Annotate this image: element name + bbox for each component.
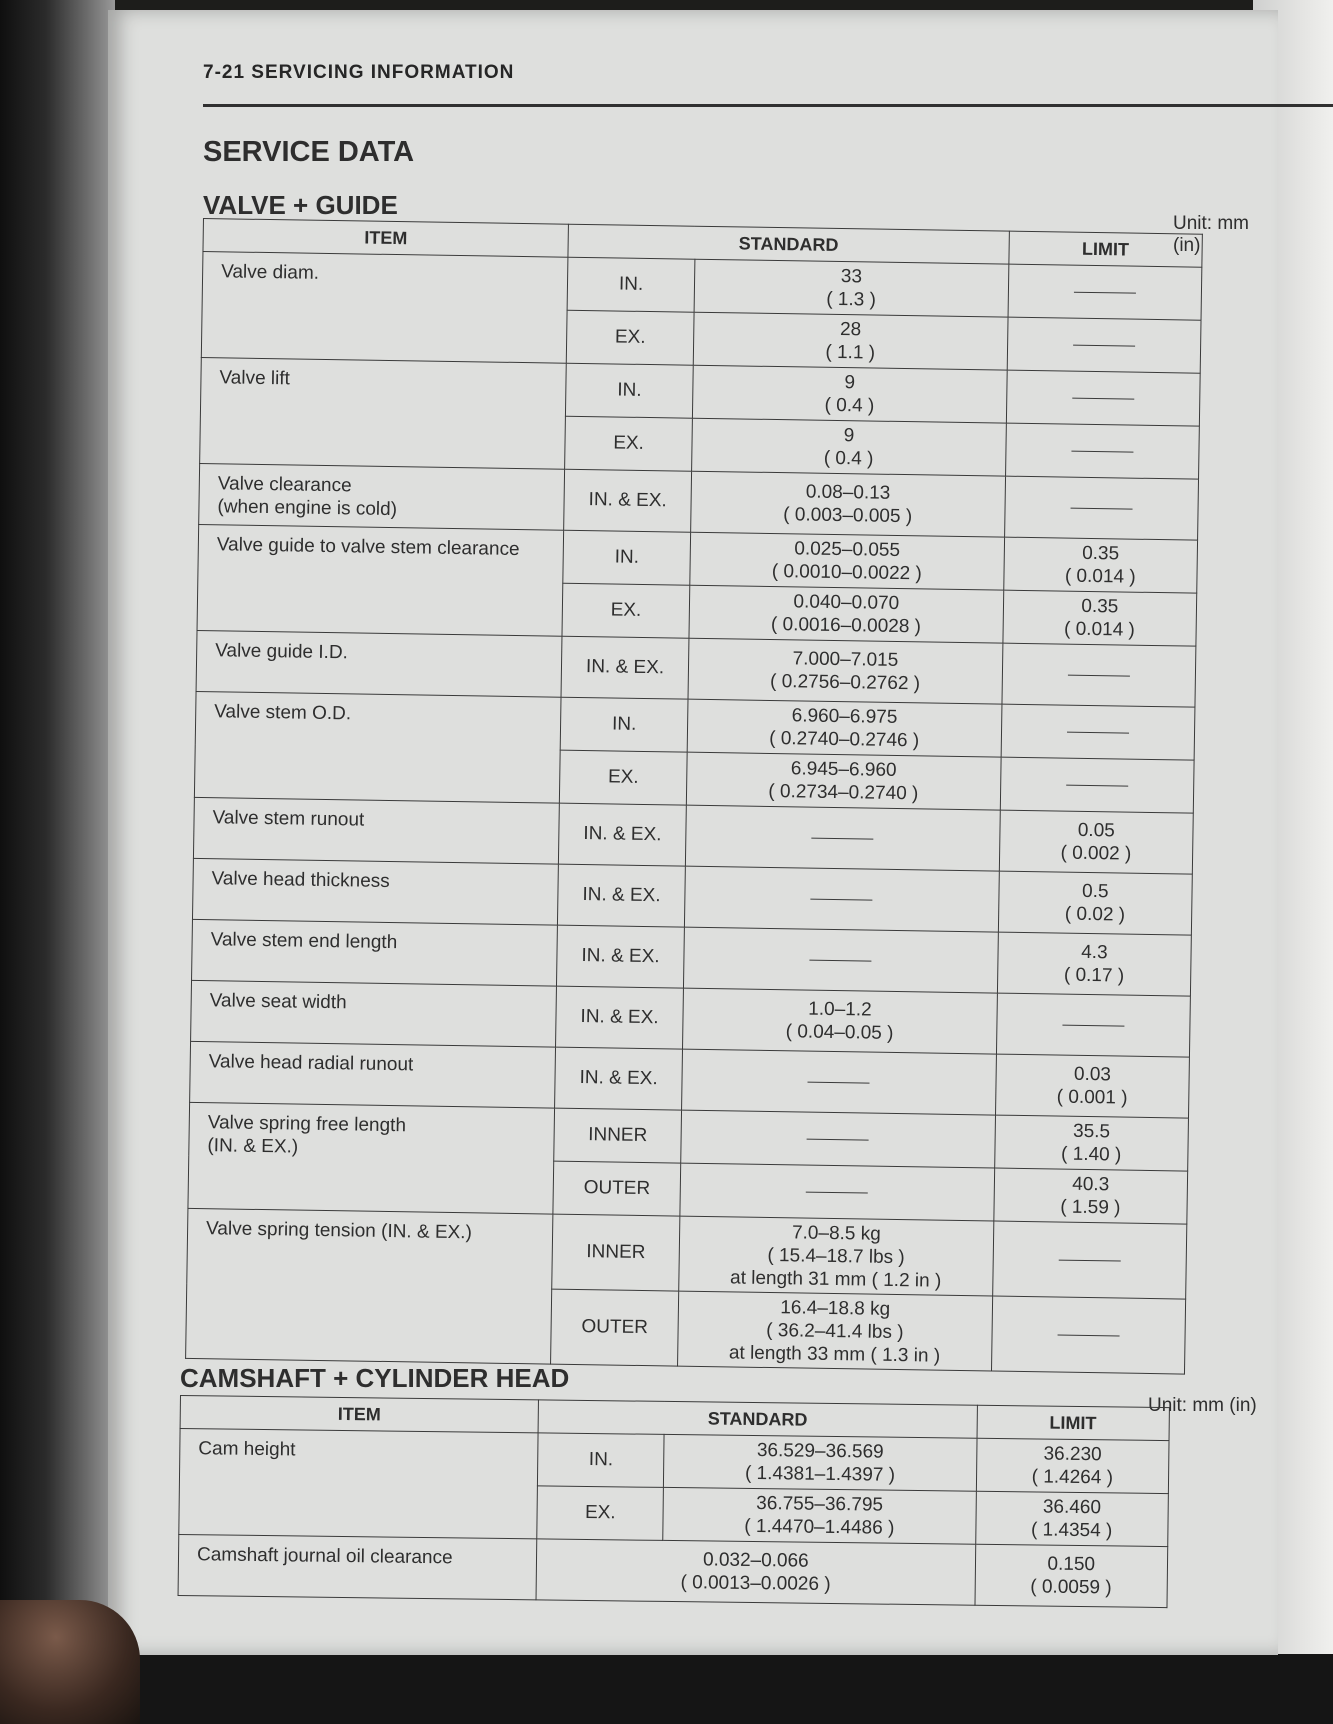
col-header-standard: STANDARD (568, 224, 1009, 264)
dash-mark (1068, 675, 1130, 677)
bottom-shadow (0, 1654, 1333, 1724)
sub-cell: IN. & EX. (564, 469, 692, 532)
standard-cell: 7.000–7.015 ( 0.2756–0.2762 ) (688, 638, 1003, 704)
standard-cell (683, 927, 998, 993)
standard-cell: 0.08–0.13 ( 0.003–0.005 ) (691, 471, 1006, 537)
page-header (203, 62, 1333, 112)
item-cell: Valve spring free length (IN. & EX.) (188, 1102, 555, 1214)
dash-mark (808, 1082, 870, 1084)
dash-mark (1070, 508, 1132, 510)
standard-cell (680, 1163, 994, 1221)
limit-cell (1000, 757, 1194, 813)
valve-guide-table (185, 218, 1203, 1375)
item-cell: Valve head thickness (192, 858, 558, 925)
item-cell: Camshaft journal oil clearance (178, 1534, 537, 1599)
item-cell: Valve stem O.D. (194, 691, 561, 803)
dash-mark (1057, 1335, 1119, 1337)
sub-cell: EX. (566, 310, 694, 365)
manual-page (108, 10, 1278, 1655)
section-title-valve-guide: VALVE + GUIDE (203, 190, 398, 220)
standard-cell: 7.0–8.5 kg ( 15.4–18.7 lbs ) at length 31 mm ( 1.2 in ) (679, 1216, 994, 1296)
item-cell: Valve guide to valve stem clearance (197, 524, 564, 636)
header-rule (203, 104, 1333, 107)
dash-mark (807, 1139, 869, 1141)
dash-mark (1066, 785, 1128, 787)
limit-cell: 4.3 ( 0.17 ) (997, 932, 1191, 996)
camshaft-table (178, 1395, 1170, 1608)
book-spine (0, 0, 115, 1724)
standard-cell: 28 ( 1.1 ) (693, 312, 1007, 370)
page-title: SERVICE DATA (203, 136, 415, 168)
sub-cell: IN. & EX. (561, 636, 689, 699)
standard-cell (682, 1049, 997, 1115)
sub-cell: EX. (560, 750, 688, 805)
sub-cell: IN. & EX. (556, 986, 684, 1049)
standard-cell (684, 866, 999, 932)
item-cell: Valve stem end length (192, 919, 558, 986)
dash-mark (812, 838, 874, 840)
standard-cell: 6.960–6.975 ( 0.2740–0.2746 ) (687, 699, 1001, 757)
item-cell: Valve head radial runout (190, 1041, 556, 1108)
sub-cell: IN. (560, 697, 688, 752)
sub-cell: IN. (563, 530, 691, 585)
unit-label-2: Unit: mm (in) (1148, 1395, 1257, 1416)
standard-cell: 16.4–18.8 kg ( 36.2–41.4 lbs ) at length 33 mm ( 1.3 in ) (677, 1291, 992, 1371)
standard-cell: 9 ( 0.4 ) (692, 418, 1006, 476)
standard-cell (681, 1110, 995, 1168)
sub-cell: IN. & EX. (558, 864, 686, 927)
standard-cell: 36.529–36.569 ( 1.4381–1.4397 ) (664, 1434, 977, 1491)
standard-cell: 9 ( 0.4 ) (692, 365, 1006, 423)
standard-cell: 0.040–0.070 ( 0.0016–0.0028 ) (689, 585, 1003, 643)
item-cell: Valve guide I.D. (196, 630, 562, 697)
limit-cell: 0.03 ( 0.001 ) (995, 1054, 1189, 1118)
thumb-in-frame (0, 1600, 140, 1724)
limit-cell (1008, 264, 1202, 320)
standard-cell: 0.025–0.055 ( 0.0010–0.0022 ) (690, 532, 1004, 590)
dash-mark (1074, 292, 1136, 294)
item-cell: Valve lift (200, 357, 567, 469)
sub-cell: IN. & EX. (559, 803, 687, 866)
limit-cell (996, 993, 1190, 1057)
standard-cell: 33 ( 1.3 ) (694, 259, 1008, 317)
col-header-limit: LIMIT (977, 1405, 1170, 1440)
limit-cell: 0.05 ( 0.002 ) (999, 810, 1193, 874)
dash-mark (1073, 345, 1135, 347)
limit-cell: 0.35 ( 0.014 ) (1003, 590, 1197, 646)
limit-cell (1006, 370, 1200, 426)
standard-cell: 1.0–1.2 ( 0.04–0.05 ) (682, 988, 997, 1054)
standard-cell: 0.032–0.066 ( 0.0013–0.0026 ) (536, 1539, 975, 1605)
item-cell: Valve spring tension (IN. & EX.) (186, 1208, 554, 1364)
limit-cell (1001, 704, 1195, 760)
col-header-limit: LIMIT (1009, 231, 1203, 267)
item-cell: Cam height (179, 1429, 538, 1539)
sub-cell: IN. (566, 363, 694, 418)
table-row (178, 1534, 1168, 1607)
dash-mark (806, 1192, 868, 1194)
limit-cell: 36.230 ( 1.4264 ) (976, 1438, 1169, 1493)
table-row (187, 1208, 1187, 1299)
limit-cell (992, 1221, 1187, 1299)
item-cell: Valve stem runout (193, 797, 559, 864)
section-title-camshaft: CAMSHAFT + CYLINDER HEAD (180, 1363, 570, 1393)
col-header-standard: STANDARD (538, 1400, 977, 1438)
dash-mark (1067, 732, 1129, 734)
sub-cell: EX. (562, 583, 690, 638)
dash-mark (1071, 451, 1133, 453)
sub-cell: IN. & EX. (555, 1047, 683, 1110)
item-cell: Valve seat width (191, 980, 557, 1047)
item-cell: Valve clearance (when engine is cold) (199, 463, 565, 530)
sub-cell: INNER (552, 1214, 680, 1291)
sub-cell: IN. (567, 257, 695, 312)
limit-cell: 0.5 ( 0.02 ) (998, 871, 1192, 935)
limit-cell (1002, 643, 1196, 707)
unit-label-1: Unit: mm (in) (1173, 213, 1249, 256)
item-cell: Valve diam. (201, 252, 568, 364)
limit-cell (991, 1296, 1186, 1374)
dash-mark (811, 899, 873, 901)
sub-cell: INNER (554, 1108, 682, 1163)
limit-cell: 0.35 ( 0.014 ) (1003, 537, 1197, 593)
dash-mark (1072, 398, 1134, 400)
header-text: 7-21 SERVICING INFORMATION (203, 62, 515, 83)
dash-mark (1059, 1260, 1121, 1262)
limit-cell: 40.3 ( 1.59 ) (993, 1168, 1187, 1224)
sub-cell: EX. (537, 1486, 664, 1541)
limit-cell (1004, 476, 1198, 540)
dash-mark (1062, 1025, 1124, 1027)
limit-cell: 0.150 ( 0.0059 ) (975, 1544, 1168, 1607)
sub-cell: OUTER (553, 1161, 681, 1216)
sub-cell: IN. (538, 1433, 665, 1488)
limit-cell (1005, 423, 1199, 479)
table-row (179, 1429, 1169, 1494)
sub-cell: OUTER (551, 1289, 679, 1366)
standard-cell (685, 805, 1000, 871)
standard-cell: 6.945–6.960 ( 0.2734–0.2740 ) (686, 752, 1000, 810)
sub-cell: IN. & EX. (557, 925, 685, 988)
col-header-item: ITEM (203, 219, 569, 258)
limit-cell: 36.460 ( 1.4354 ) (975, 1491, 1168, 1546)
dash-mark (810, 960, 872, 962)
limit-cell: 35.5 ( 1.40 ) (994, 1115, 1188, 1171)
sub-cell: EX. (565, 416, 693, 471)
standard-cell: 36.755–36.795 ( 1.4470–1.4486 ) (663, 1487, 976, 1544)
col-header-item: ITEM (180, 1396, 539, 1433)
limit-cell (1007, 317, 1201, 373)
